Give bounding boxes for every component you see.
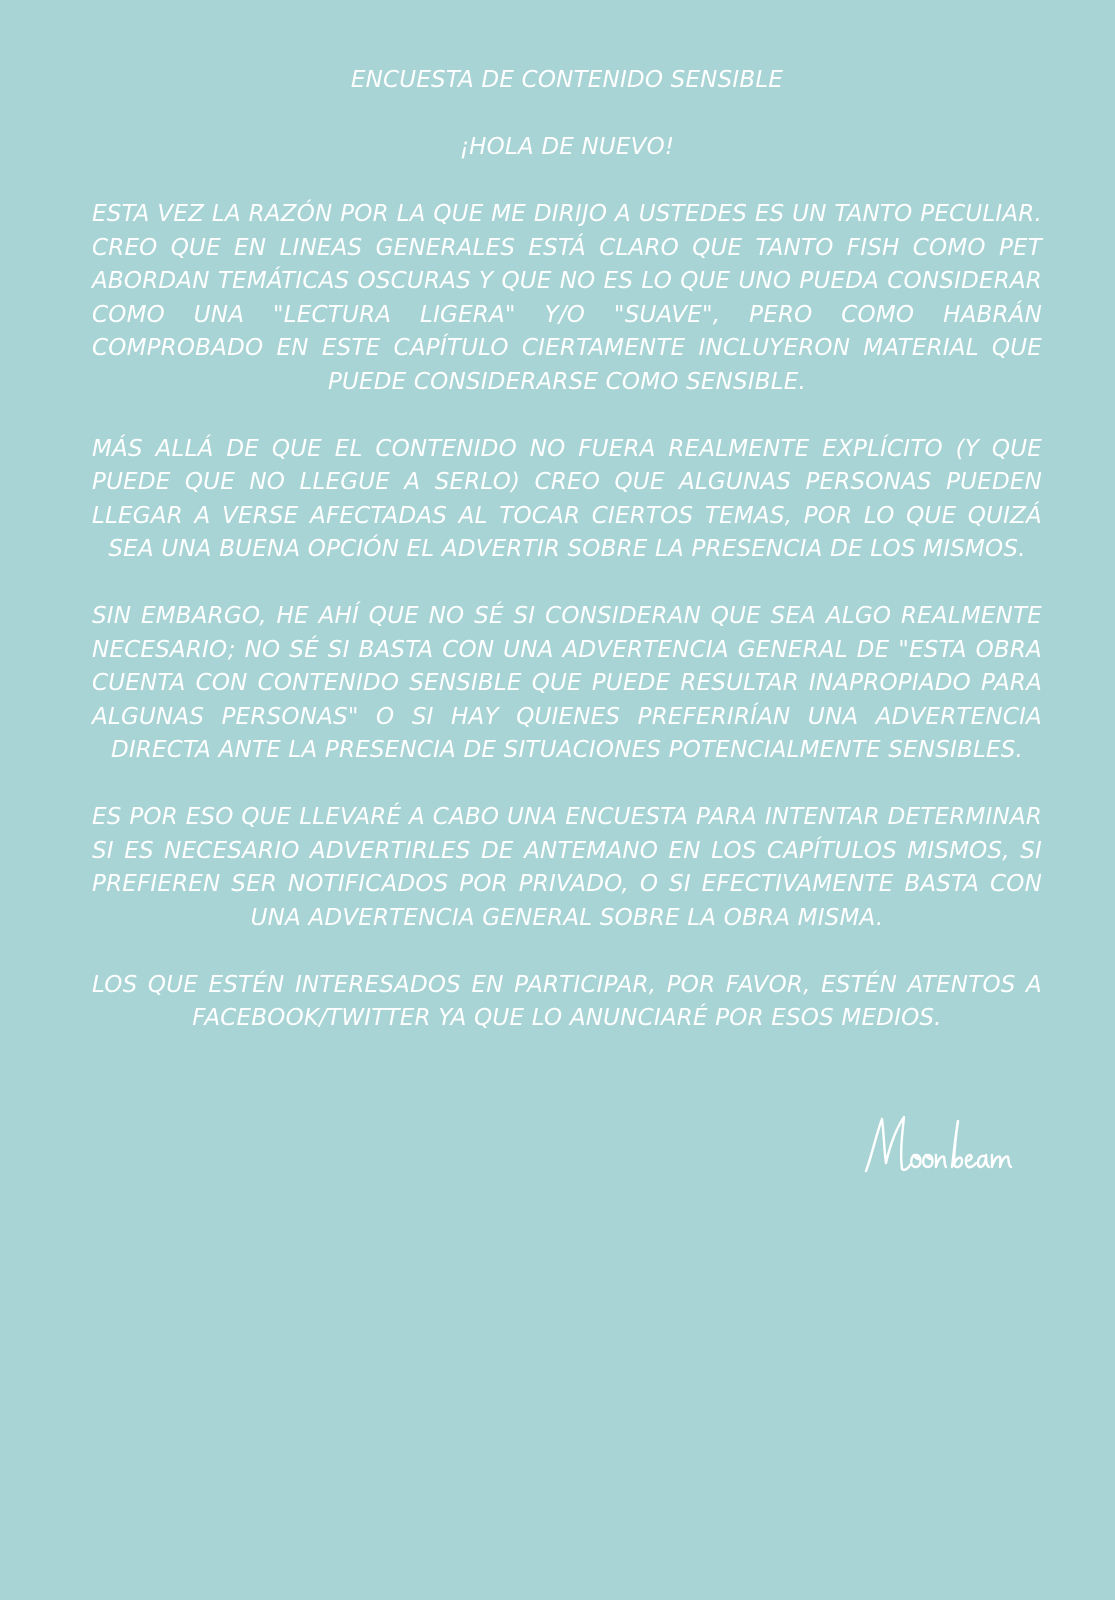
paragraph-intro: ESTA VEZ LA RAZÓN POR LA QUE ME DIRIJO A USTEDES ES UN TANTO PECULIAR. CREO QUE EN LINEAS GENERALES ESTÁ CLARO QUE TANTO FISH COMO PET ABORDAN TEMÁTICAS OSCURAS Y QUE NO ES LO QUE UNO PUEDA CONSIDERAR COMO UNA "LECTURA LIGERA" Y/O "SUAVE", PERO COMO HABRÁN COMPROBADO EN ESTE CAPÍTULO CIERTAMENTE INCLUYERON MATERIAL QUE PUEDE CONSIDERARSE COMO SENSIBLE. <box>92 201 1042 395</box>
signature <box>862 1105 1022 1185</box>
document-title: ENCUESTA DE CONTENIDO SENSIBLE <box>350 67 784 93</box>
paragraph-survey: ES POR ESO QUE LLEVARÉ A CABO UNA ENCUESTA PARA INTENTAR DETERMINAR SI ES NECESARIO ADVERTIRLES DE ANTEMANO EN LOS CAPÍTULOS MISMOS, SI PREFIEREN SER NOTIFICADOS POR PRIVADO, O SI EFECTIVAMENTE BASTA CON UNA ADVERTENCIA GENERAL SOBRE LA OBRA MISMA. <box>92 804 1042 931</box>
paragraph-explicit-content: MÁS ALLÁ DE QUE EL CONTENIDO NO FUERA REALMENTE EXPLÍCITO (Y QUE PUEDE QUE NO LLEGUE A SERLO) CREO QUE ALGUNAS PERSONAS PUEDEN LLEGAR A VERSE AFECTADAS AL TOCAR CIERTOS TEMAS, POR LO QUE QUIZÁ SEA UNA BUENA OPCIÓN EL ADVERTIR SOBRE LA PRESENCIA DE LOS MISMOS. <box>92 435 1042 562</box>
greeting: ¡HOLA DE NUEVO! <box>459 134 675 160</box>
paragraph-social-media: LOS QUE ESTÉN INTERESADOS EN PARTICIPAR, POR FAVOR, ESTÉN ATENTOS A FACEBOOK/TWITTER YA QUE LO ANUNCIARÉ POR ESOS MEDIOS. <box>92 971 1042 1031</box>
document-body <box>92 64 1042 1069</box>
signature-handwriting <box>862 1105 1022 1185</box>
paragraph-warning-options: SIN EMBARGO, HE AHÍ QUE NO SÉ SI CONSIDERAN QUE SEA ALGO REALMENTE NECESARIO; NO SÉ SI BASTA CON UNA ADVERTENCIA GENERAL DE "ESTA OBRA CUENTA CON CONTENIDO SENSIBLE QUE PUEDE RESULTAR INAPROPIADO PARA ALGUNAS PERSONAS" O SI HAY QUIENES PREFERIRÍAN UNA ADVERTENCIA DIRECTA ANTE LA PRESENCIA DE SITUACIONES POTENCIALMENTE SENSIBLES. <box>92 603 1042 763</box>
